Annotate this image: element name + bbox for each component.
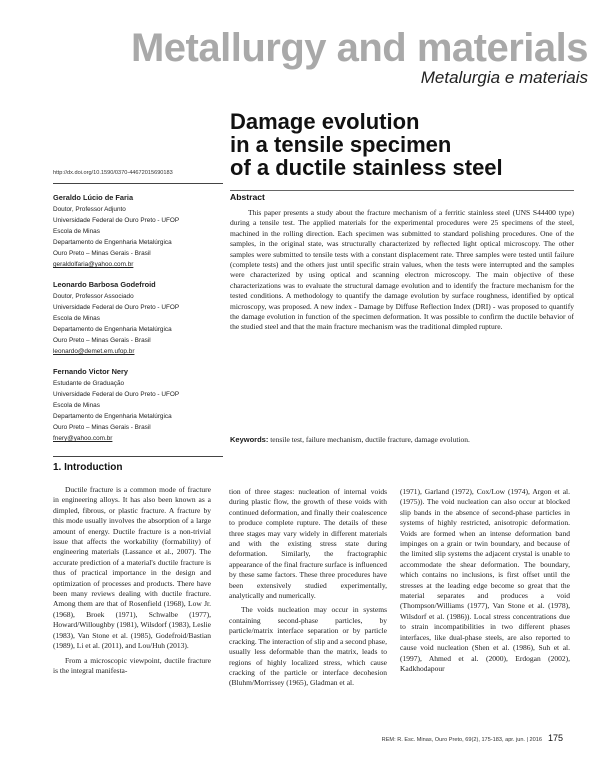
abstract-body xyxy=(230,208,574,333)
paragraph: (1971), Garland (1972), Cox/Low (1974), Argon et al. (1975)). The void nucleation can also occur at blocked slip bands in the absence of second-phase particles in systems of highly restricted, anisotropic deformation. Voids are formed when an intense deformation band impinges on a grain or twin boundary, and because of the limited slip systems the adjacent crystal is unable to accommodate the shear deformation. The boundary, which contains no inclusions, is first offset until the stresses at the leading edge become so great that the material separates and produces a void (Thompson/Williams (1977), Van Stone et al. (1978), Wilsdorf et al. (1986)). Local stress concentrations due to strain incompatibilities in two different phases interfaces, like dual-phase steels, are also reported to cause void nucleation (Shen et al. (1986), Suh et al. (1997), Ahmed et al. (2000), Erdogan (2002), Kadkhodapour xyxy=(400,487,570,673)
author-line: Doutor, Professor Associado xyxy=(53,293,134,300)
author-email-link[interactable]: fnery@yahoo.com.br xyxy=(53,435,113,442)
author-block xyxy=(53,366,218,444)
section-subtitle: Metalurgia e materiais xyxy=(420,68,588,87)
author-block xyxy=(53,192,218,270)
author-line: Ouro Preto – Minas Gerais - Brasil xyxy=(53,424,151,431)
author-line: Estudante de Graduação xyxy=(53,380,125,387)
paper-title-line: of a ductile stainless steel xyxy=(230,155,503,180)
keywords-text: tensile test, failure mechanism, ductile fracture, damage evolution. xyxy=(270,435,470,444)
author-line: Doutor, Professor Adjunto xyxy=(53,206,126,213)
paragraph: From a microscopic viewpoint, ductile fracture is the integral manifesta- xyxy=(53,655,211,675)
intro-column-1 xyxy=(53,485,211,676)
author-line: Departamento de Engenharia Metalúrgica xyxy=(53,239,172,246)
author-name: Fernando Victor Nery xyxy=(53,367,129,376)
author-name: Geraldo Lúcio de Faria xyxy=(53,193,134,202)
doi-link[interactable]: http://dx.doi.org/10.1590/0370-44672015690183 xyxy=(53,170,173,176)
author-email-link[interactable]: geraldolfaria@yahoo.com.br xyxy=(53,261,134,268)
author-line: Escola de Minas xyxy=(53,315,100,322)
paragraph: The voids nucleation may occur in systems containing second-phase particles, by particle/matrix interface separation or by particle cracking. The interaction of slip and a second phase, usually less deformable than the matrix, leads to regions of highly localized stress, which cause cracking of the particle or interface decohesion (Bluhm/Morrissey (1965), Gladman et al. xyxy=(229,605,387,688)
author-line: Escola de Minas xyxy=(53,402,100,409)
author-line: Ouro Preto – Minas Gerais - Brasil xyxy=(53,337,151,344)
keywords-label: Keywords: xyxy=(230,435,269,444)
section-title: Metallurgy and materials xyxy=(130,26,588,70)
author-line: Departamento de Engenharia Metalúrgica xyxy=(53,326,172,333)
paragraph: tion of three stages: nucleation of internal voids during plastic flow, the growth of these voids with continued deformation, and finally their coalescence to produce complete rupture. The details of these three stages may vary widely in different materials and with the existing stress state during deformation. Similarly, the fractographic appearance of the final fracture surface is influenced by these same factors. These three procedures have been extensively studied experimentally, analytically and numerically. xyxy=(229,487,387,601)
intro-divider xyxy=(53,456,223,457)
author-line: Escola de Minas xyxy=(53,228,100,235)
abstract-text: This paper presents a study about the fracture mechanism of a ferritic stainless steel (UNS S44400 type) during a tensile test. The applied materials for the experimental procedures were 25 specimens of the steel, machined in the rolling direction. Each specimen was submitted to standard polishing procedures. One of the samples, in the original state, was structurally characterized by reflected light optical microscopy. The other samples were submitted to tensile tests with a constant displacement rate. Three samples were tested until failure (complete tests) and the others just until specific strain values, when the tests were interrupted and the samples were characterized by using optical and scanning electron microscopy. The main objective of these characterizations was to evaluate the structural damage evolution and to identify the fracture mechanism for the tested conditions. A methodology to quantify the damage evolution by surface roughness, identified by optical microscopy, was proposed. A new index - Damage by Diffuse Reflection Index (DRI) - was proposed to quantify the damage evolution in function of the specimen deformation. It was possible to confirm the ductile behavior of the studied steel and that the main fracture mechanism was the traditional dimpled rupture. xyxy=(230,208,574,332)
author-name: Leonardo Barbosa Godefroid xyxy=(53,280,156,289)
author-line: Departamento de Engenharia Metalúrgica xyxy=(53,413,172,420)
intro-column-3 xyxy=(400,487,570,674)
author-email-link[interactable]: leonardo@demet.em.ufop.br xyxy=(53,348,135,355)
footer-citation: REM: R. Esc. Minas, Ouro Preto, 69(2), 175-183, apr. jun. | 2016 xyxy=(381,737,542,743)
paper-title xyxy=(230,110,570,179)
author-line: Universidade Federal de Ouro Preto - UFOP xyxy=(53,391,180,398)
section-heading: 1. Introduction xyxy=(53,462,123,473)
author-line: Universidade Federal de Ouro Preto - UFOP xyxy=(53,304,180,311)
abstract-heading: Abstract xyxy=(230,192,265,202)
paper-title-line: in a tensile specimen xyxy=(230,132,452,157)
page-number: 175 xyxy=(548,733,564,743)
intro-column-2 xyxy=(229,487,387,689)
keywords xyxy=(230,435,574,445)
abstract-divider xyxy=(230,190,574,191)
author-divider xyxy=(53,183,223,184)
paragraph: Ductile fracture is a common mode of fracture in engineering alloys. It has also been known as a dimpled, fibrous, or plastic fracture. A fracture by this mode usually involves the absorption of a large amount of energy. Ductile fracture is a non-trivial issue that affects the workability (formability) of engineering materials (Lassance et al., 2007). The accurate prediction of a material's ductile fracture is thus of practical importance in the design and optimization of processes and products. There have been many reviews dealing with ductile fracture. Among them are that of Rosenfield (1968), Low Jr. (1968), Broek (1971), Schwalbe (1977), Howard/Willoughby (1981), Wilsdorf (1983), Leslie (1983), Van Stone et al. (1985), Godefroid/Bastian (1989), Li et al. (2011), and Lou/Huh (2013). xyxy=(53,485,211,651)
author-line: Universidade Federal de Ouro Preto - UFOP xyxy=(53,217,180,224)
author-line: Ouro Preto – Minas Gerais - Brasil xyxy=(53,250,151,257)
paper-title-line: Damage evolution xyxy=(230,109,420,134)
author-block xyxy=(53,279,218,357)
